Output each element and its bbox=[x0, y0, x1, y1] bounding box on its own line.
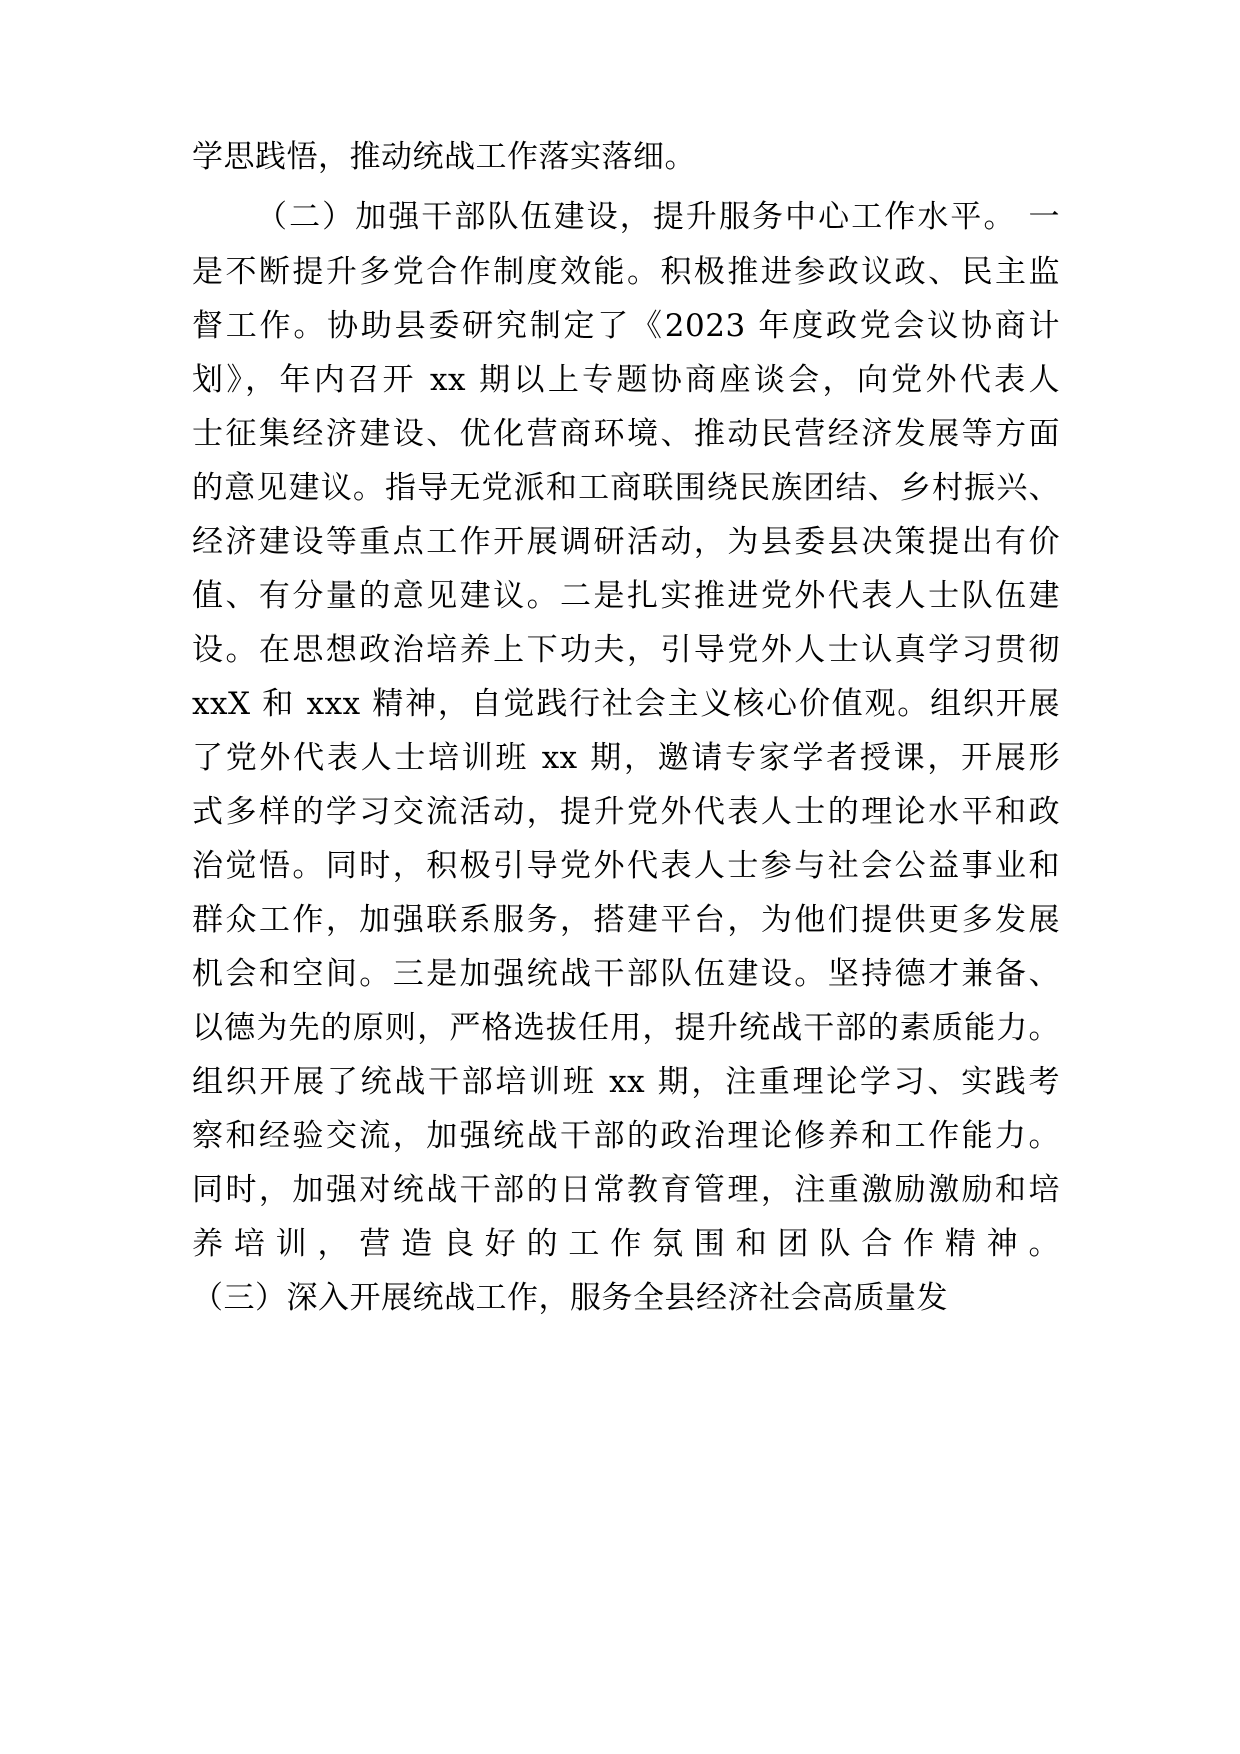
text-line: 划》，年内召开 xx 期以上专题协商座谈会，向党外代表人 bbox=[192, 362, 1060, 398]
text-line: 经济建设等重点工作开展调研活动，为县委县决策提出有价 bbox=[192, 524, 1060, 560]
text-line: （三）深入开展统战工作，服务全县经济社会高质量发 bbox=[192, 1280, 948, 1316]
text-line: 值、有分量的意见建议。二是扎实推进党外代表人士队伍建 bbox=[192, 578, 1060, 614]
text-line: 同时，加强对统战干部的日常教育管理，注重激励激励和培 bbox=[192, 1172, 1060, 1208]
section-heading: （二）加强干部队伍建设，提升服务中心工作水平。 一 bbox=[256, 199, 1060, 235]
text-line: 机会和空间。三是加强统战干部队伍建设。坚持德才兼备、 bbox=[192, 956, 1060, 992]
text-line: xxX 和 xxx 精神，自觉践行社会主义核心价值观。组织开展 bbox=[192, 686, 1060, 722]
text-line: 士征集经济建设、优化营商环境、推动民营经济发展等方面 bbox=[192, 416, 1060, 452]
text-line: 察和经验交流，加强统战干部的政治理论修养和工作能力。 bbox=[192, 1118, 1060, 1154]
text-line: 了党外代表人士培训班 xx 期，邀请专家学者授课，开展形 bbox=[192, 740, 1060, 776]
section-heading bbox=[256, 1335, 1060, 1383]
text-line: 组织开展了统战干部培训班 xx 期，注重理论学习、实践考 bbox=[192, 1064, 1060, 1100]
text-line: 学思践悟，推动统战工作落实落细。 bbox=[192, 139, 696, 175]
text-line: 治觉悟。同时，积极引导党外代表人士参与社会公益事业和 bbox=[192, 848, 1060, 884]
text-line: 式多样的学习交流活动，提升党外代表人士的理论水平和政 bbox=[192, 794, 1060, 830]
text-line: 督工作。协助县委研究制定了《2023 年度政党会议协商计 bbox=[192, 308, 1060, 344]
text-line: 养培训，营造良好的工作氛围和团队合作精神。 bbox=[192, 1226, 1060, 1262]
text-line: 以德为先的原则，严格选拔任用，提升统战干部的素质能力。 bbox=[192, 1010, 1060, 1046]
text-line: 是不断提升多党合作制度效能。积极推进参政议政、民主监 bbox=[192, 254, 1060, 290]
text-line: 设。在思想政治培养上下功夫，引导党外人士认真学习贯彻 bbox=[192, 632, 1060, 668]
text-line: 群众工作，加强联系服务，搭建平台，为他们提供更多发展 bbox=[192, 902, 1060, 938]
text-line: 的意见建议。指导无党派和工商联围绕民族团结、乡村振兴、 bbox=[192, 470, 1060, 506]
